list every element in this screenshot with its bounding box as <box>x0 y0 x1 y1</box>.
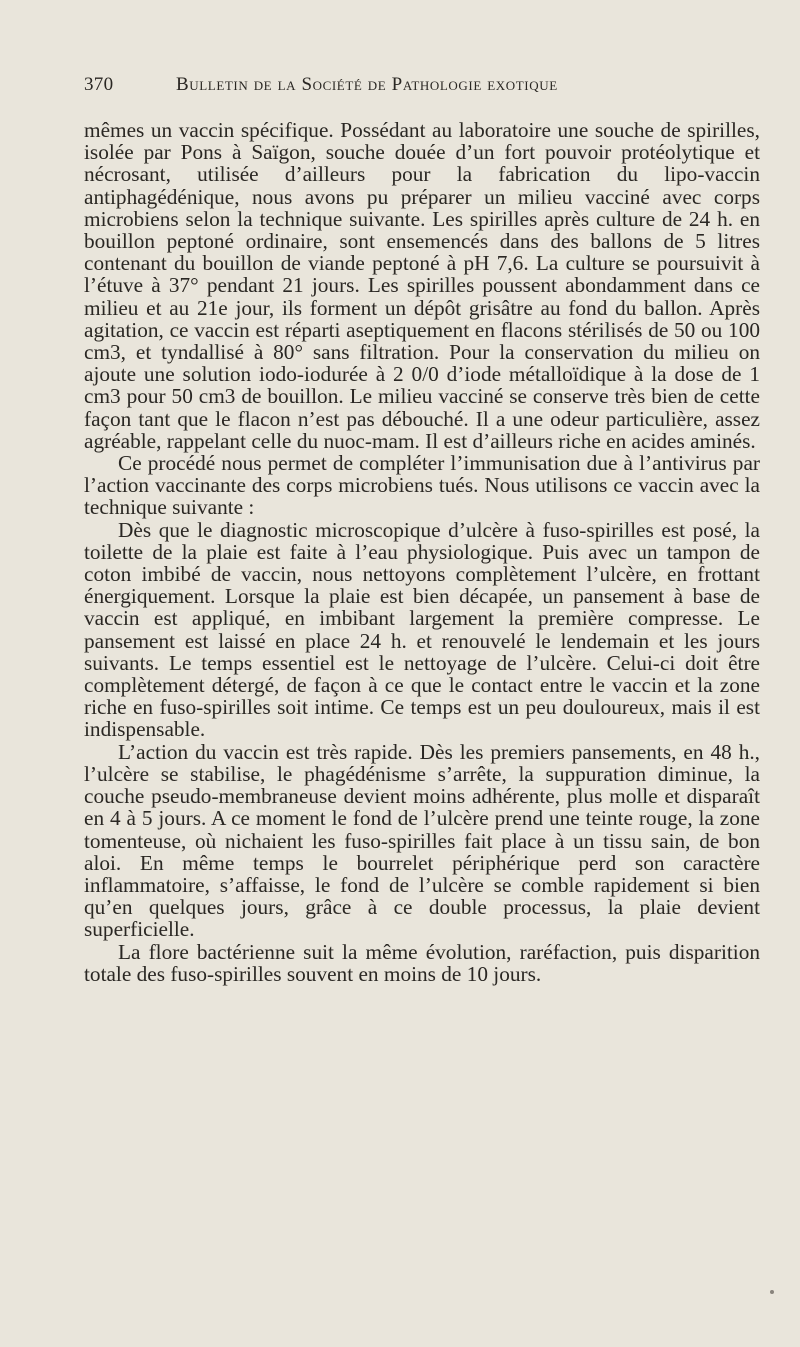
paragraph-1: mêmes un vaccin spécifique. Possédant au laboratoire une souche de spirilles, isolée par Pons à Saïgon, souche douée d’un fort pouvoir protéolytique et nécrosant, utilisée d’ailleurs pour la fabrication du lipo-vaccin antiphagédénique, nous avons pu préparer un milieu vacciné avec corps microbiens selon la technique suivante. Les spirilles après culture de 24 h. en bouillon peptoné ordinaire, sont ensemencés dans des ballons de 5 litres contenant du bouillon de viande peptoné à pH 7,6. La culture se poursuivit à l’étuve à 37° pendant 21 jours. Les spirilles poussent abondamment dans ce milieu et au 21e jour, ils forment un dépôt grisâtre au fond du ballon. Après agitation, ce vaccin est réparti aseptiquement en flacons stérilisés de 50 ou 100 cm3, et tyndallisé à 80° sans filtration. Pour la conservation du milieu on ajoute une solution iodo-iodurée à 2 0/0 d’iode métalloïdique à la dose de 1 cm3 pour 50 cm3 de bouillon. Le milieu vacciné se conserve très bien de cette façon tant que le flacon n’est pas débouché. Il a une odeur particulière, assez agréable, rappelant celle du nuoc-mam. Il est d’ailleurs riche en acides aminés. <box>84 118 760 453</box>
paragraph-3: Dès que le diagnostic microscopique d’ulcère à fuso-spirilles est posé, la toilette de la plaie est faite à l’eau physiologique. Puis avec un tampon de coton imbibé de vaccin, nous nettoyons complètement l’ulcère, en frottant énergiquement. Lorsque la plaie est bien décapée, un pansement à base de vaccin est appliqué, en imbibant largement la première compresse. Le pansement est laissé en place 24 h. et renouvelé le lendemain et les jours suivants. Le temps essentiel est le nettoyage de l’ulcère. Celui-ci doit être complètement détergé, de façon à ce que le contact entre le vaccin et la zone riche en fuso-spirilles soit intime. Ce temps est un peu douloureux, mais il est indispensable. <box>84 517 760 742</box>
paragraph-5: La flore bactérienne suit la même évolution, raréfaction, puis disparition totale des fuso-spirilles souvent en moins de 10 jours. <box>84 939 760 986</box>
paragraph-4: L’action du vaccin est très rapide. Dès les premiers pansements, en 48 h., l’ulcère se stabilise, le phagédénisme s’arrête, la suppuration diminue, la couche pseudo-membraneuse devient moins adhérente, plus molle et disparaît en 4 à 5 jours. A ce moment le fond de l’ulcère prend une teinte rouge, la zone tomenteuse, où nichaient les fuso-spirilles fait place à un tissu sain, de bon aloi. En même temps le bourrelet périphérique perd son caractère inflammatoire, s’affaisse, le fond de l’ulcère se comble rapidement si bien qu’en quelques jours, grâce à ce double processus, la plaie devient superficielle. <box>84 739 760 942</box>
page-header <box>84 74 736 104</box>
body-text <box>84 119 760 985</box>
running-title: Bulletin de la Société de Pathologie exotique <box>176 74 558 95</box>
paper-speck <box>770 1290 774 1294</box>
paragraph-2: Ce procédé nous permet de compléter l’immunisation due à l’antivirus par l’action vaccinante des corps microbiens tués. Nous utilisons ce vaccin avec la technique suivante : <box>84 451 760 520</box>
page-number: 370 <box>84 74 114 95</box>
